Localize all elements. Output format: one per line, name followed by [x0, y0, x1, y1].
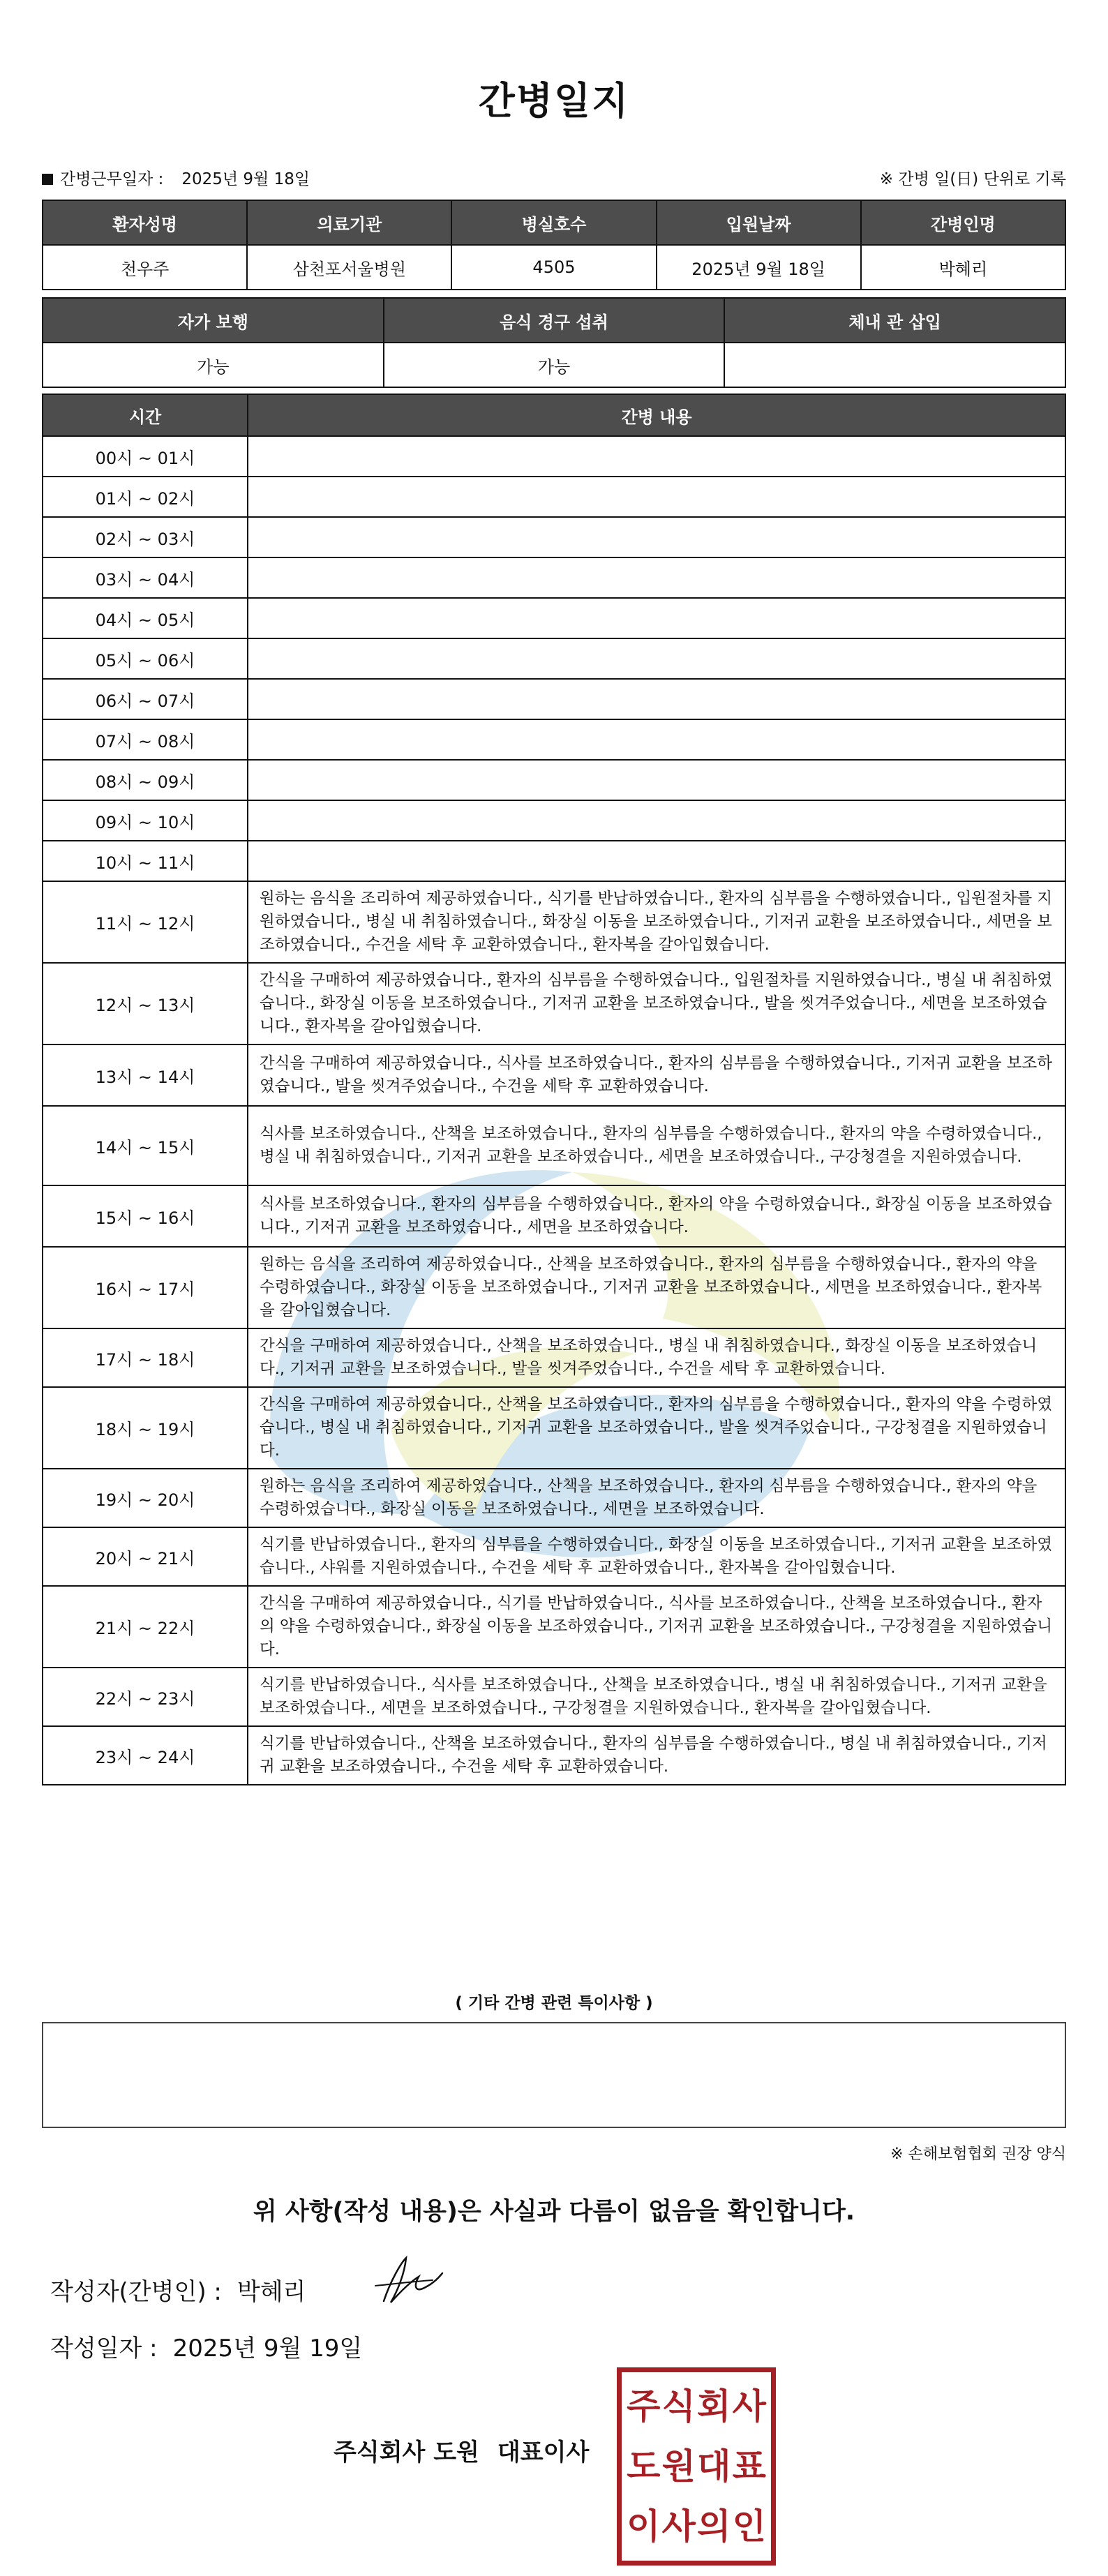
patient-info-table [42, 200, 1066, 290]
log-row [43, 477, 1065, 517]
notes-label: ( 기타 간병 관련 특이사항 ) [455, 1994, 653, 2012]
duty-date [42, 166, 310, 189]
seal-character: 사 [732, 2386, 766, 2427]
log-row [43, 1527, 1065, 1586]
written-date-line [50, 2329, 362, 2363]
hospital-name: 삼천포서울병원 [247, 245, 451, 290]
log-time: 07시 ~ 08시 [43, 719, 248, 760]
log-time: 08시 ~ 09시 [43, 760, 248, 800]
company-line [334, 2433, 589, 2467]
log-content [248, 760, 1065, 800]
seal-character: 대 [697, 2446, 731, 2487]
log-time: 10시 ~ 11시 [43, 841, 248, 881]
log-content: 간식을 구매하여 제공하였습니다., 산책을 보조하였습니다., 병실 내 취침하였습니다., 화장실 이동을 보조하였습니다., 기저귀 교환을 보조하였습니다., 발을 씻겨주었습니다., 수건을 세탁 후 교환하였습니다. [248, 1328, 1065, 1387]
log-content: 간식을 구매하여 제공하였습니다., 식사를 보조하였습니다., 환자의 심부름을 수행하였습니다., 기저귀 교환을 보조하였습니다., 발을 씻겨주었습니다., 수건을 세탁 후 교환하였습니다. [248, 1044, 1065, 1106]
log-content [248, 598, 1065, 638]
log-content: 간식을 구매하여 제공하였습니다., 산책을 보조하였습니다., 환자의 심부름을 수행하였습니다., 환자의 약을 수령하였습니다., 병실 내 취침하였습니다., 기저귀 교환을 보조하였습니다., 발을 씻겨주었습니다., 구강청결을 지원하였습니다. [248, 1387, 1065, 1469]
header-care-content: 간병 내용 [248, 394, 1065, 436]
written-date-value: 2025년 9월 19일 [172, 2335, 363, 2362]
header-admission-date: 입원날짜 [657, 200, 861, 245]
log-row [43, 963, 1065, 1044]
notes-box [42, 2022, 1066, 2128]
log-row [43, 800, 1065, 841]
log-time: 19시 ~ 20시 [43, 1469, 248, 1527]
log-content: 원하는 음식을 조리하여 제공하였습니다., 산책을 보조하였습니다., 환자의 심부름을 수행하였습니다., 환자의 약을 수령하였습니다., 화장실 이동을 보조하였습니다., 기저귀 교환을 보조하였습니다., 세면을 보조하였습니다., 환자복을 갈아입혔습니다. [248, 1247, 1065, 1328]
company-name: 주식회사 도원 [334, 2439, 479, 2466]
log-time: 21시 ~ 22시 [43, 1586, 248, 1668]
header-oral-intake: 음식 경구 섭취 [384, 298, 725, 343]
log-content: 식기를 반납하였습니다., 식사를 보조하였습니다., 산책을 보조하였습니다., 병실 내 취침하였습니다., 기저귀 교환을 보조하였습니다., 세면을 보조하였습니다., 구강청결을 지원하였습니다., 환자복을 갈아입혔습니다. [248, 1668, 1065, 1726]
seal-character: 이 [627, 2506, 661, 2547]
log-row [43, 841, 1065, 881]
log-content [248, 800, 1065, 841]
header-caregiver-name: 간병인명 [861, 200, 1065, 245]
log-content: 간식을 구매하여 제공하였습니다., 환자의 심부름을 수행하였습니다., 입원절차를 지원하였습니다., 병실 내 취침하였습니다., 화장실 이동을 보조하였습니다., 기저귀 교환을 보조하였습니다., 발을 씻겨주었습니다., 세면을 보조하였습니다., 환자복을 갈아입혔습니다. [248, 963, 1065, 1044]
log-time: 12시 ~ 13시 [43, 963, 248, 1044]
header-room-number: 병실호수 [451, 200, 656, 245]
room-number: 4505 [451, 245, 656, 290]
log-time: 16시 ~ 17시 [43, 1247, 248, 1328]
log-row [43, 598, 1065, 638]
caregiver-name: 박혜리 [861, 245, 1065, 290]
header-hospital: 의료기관 [247, 200, 451, 245]
log-content: 간식을 구매하여 제공하였습니다., 식기를 반납하였습니다., 식사를 보조하였습니다., 산책을 보조하였습니다., 환자의 약을 수령하였습니다., 화장실 이동을 보조하였습니다., 기저귀 교환을 보조하였습니다., 구강청결을 지원하였습니다. [248, 1586, 1065, 1668]
log-time: 04시 ~ 05시 [43, 598, 248, 638]
seal-character: 표 [732, 2446, 766, 2487]
log-time: 03시 ~ 04시 [43, 557, 248, 598]
square-bullet-icon [42, 174, 53, 185]
log-time: 22시 ~ 23시 [43, 1668, 248, 1726]
log-time: 11시 ~ 12시 [43, 881, 248, 963]
seal-character: 도 [627, 2446, 661, 2487]
seal-character: 회 [697, 2386, 731, 2427]
care-log-table [42, 394, 1066, 1785]
log-time: 09시 ~ 10시 [43, 800, 248, 841]
log-content: 식기를 반납하였습니다., 환자의 심부름을 수행하였습니다., 화장실 이동을 보조하였습니다., 기저귀 교환을 보조하였습니다., 샤워를 지원하였습니다., 수건을 세탁 후 교환하였습니다., 환자복을 갈아입혔습니다. [248, 1527, 1065, 1586]
log-content: 식기를 반납하였습니다., 산책을 보조하였습니다., 환자의 심부름을 수행하였습니다., 병실 내 취침하였습니다., 기저귀 교환을 보조하였습니다., 수건을 세탁 후 교환하였습니다. [248, 1726, 1065, 1785]
log-content: 식사를 보조하였습니다., 산책을 보조하였습니다., 환자의 심부름을 수행하였습니다., 환자의 약을 수령하였습니다., 병실 내 취침하였습니다., 기저귀 교환을 보조하였습니다., 세면을 보조하였습니다., 구강청결을 지원하였습니다. [248, 1106, 1065, 1185]
duty-date-label: 간병근무일자 : [60, 170, 164, 188]
log-time: 00시 ~ 01시 [43, 436, 248, 477]
log-row [43, 881, 1065, 963]
confirmation-statement: 위 사항(작성 내용)은 사실과 다름이 없음을 확인합니다. [253, 2198, 855, 2226]
header-time: 시간 [43, 394, 248, 436]
log-row [43, 1726, 1065, 1785]
log-content [248, 719, 1065, 760]
log-time: 06시 ~ 07시 [43, 679, 248, 719]
company-representative: 대표이사 [497, 2439, 590, 2466]
self-walking-value: 가능 [43, 343, 384, 387]
signature [370, 2252, 447, 2308]
log-time: 15시 ~ 16시 [43, 1185, 248, 1247]
written-date-label: 작성일자 : [50, 2335, 158, 2362]
log-row [43, 760, 1065, 800]
log-time: 23시 ~ 24시 [43, 1726, 248, 1785]
log-row [43, 638, 1065, 679]
writer-label: 작성자(간병인) : [50, 2278, 222, 2306]
log-content [248, 638, 1065, 679]
log-time: 05시 ~ 06시 [43, 638, 248, 679]
log-time: 20시 ~ 21시 [43, 1527, 248, 1586]
log-row [43, 557, 1065, 598]
seal-character: 의 [697, 2506, 731, 2547]
log-content [248, 436, 1065, 477]
log-content [248, 477, 1065, 517]
log-time: 14시 ~ 15시 [43, 1106, 248, 1185]
log-row [43, 719, 1065, 760]
log-row [43, 1247, 1065, 1328]
log-time: 01시 ~ 02시 [43, 477, 248, 517]
duty-date-value: 2025년 9월 18일 [181, 170, 310, 188]
company-seal [617, 2367, 776, 2566]
log-content [248, 517, 1065, 557]
patient-status-table [42, 297, 1066, 388]
log-row [43, 436, 1065, 477]
writer-line [50, 2272, 306, 2307]
daily-record-note: ※ 간병 일(日) 단위로 기록 [879, 170, 1066, 188]
log-content: 원하는 음식을 조리하여 제공하였습니다., 식기를 반납하였습니다., 환자의 심부름을 수행하였습니다., 입원절차를 지원하였습니다., 병실 내 취침하였습니다., 화장실 이동을 보조하였습니다., 기저귀 교환을 보조하였습니다., 세면을 보조하였습니다., 수건을 세탁 후 교환하였습니다., 환자복을 갈아입혔습니다. [248, 881, 1065, 963]
log-time: 17시 ~ 18시 [43, 1328, 248, 1387]
log-row [43, 1328, 1065, 1387]
log-content [248, 557, 1065, 598]
log-row [43, 1185, 1065, 1247]
seal-character: 원 [661, 2446, 696, 2487]
log-row [43, 1106, 1065, 1185]
seal-character: 주 [627, 2386, 661, 2427]
log-time: 18시 ~ 19시 [43, 1387, 248, 1469]
log-row [43, 1586, 1065, 1668]
page-title: 간병일지 [478, 79, 630, 123]
seal-character: 식 [661, 2386, 696, 2427]
seal-character: 인 [732, 2506, 766, 2547]
log-row [43, 679, 1065, 719]
log-time: 02시 ~ 03시 [43, 517, 248, 557]
patient-name: 천우주 [43, 245, 247, 290]
log-row [43, 1044, 1065, 1106]
log-content [248, 679, 1065, 719]
log-time: 13시 ~ 14시 [43, 1044, 248, 1106]
log-row [43, 1387, 1065, 1469]
seal-character: 사 [661, 2506, 696, 2547]
tube-insertion-value [724, 343, 1065, 387]
log-content [248, 841, 1065, 881]
log-row [43, 1469, 1065, 1527]
writer-name: 박혜리 [237, 2278, 306, 2306]
header-patient-name: 환자성명 [43, 200, 247, 245]
log-content: 식사를 보조하였습니다., 환자의 심부름을 수행하였습니다., 환자의 약을 수령하였습니다., 화장실 이동을 보조하였습니다., 기저귀 교환을 보조하였습니다., 세면을 보조하였습니다. [248, 1185, 1065, 1247]
log-content: 원하는 음식을 조리하여 제공하였습니다., 산책을 보조하였습니다., 환자의 심부름을 수행하였습니다., 환자의 약을 수령하였습니다., 화장실 이동을 보조하였습니다., 세면을 보조하였습니다. [248, 1469, 1065, 1527]
log-row [43, 1668, 1065, 1726]
log-row [43, 517, 1065, 557]
form-source-note: ※ 손해보험협회 권장 양식 [890, 2146, 1066, 2163]
admission-date: 2025년 9월 18일 [657, 245, 861, 290]
header-tube-insertion: 체내 관 삽입 [724, 298, 1065, 343]
oral-intake-value: 가능 [384, 343, 725, 387]
header-self-walking: 자가 보행 [43, 298, 384, 343]
